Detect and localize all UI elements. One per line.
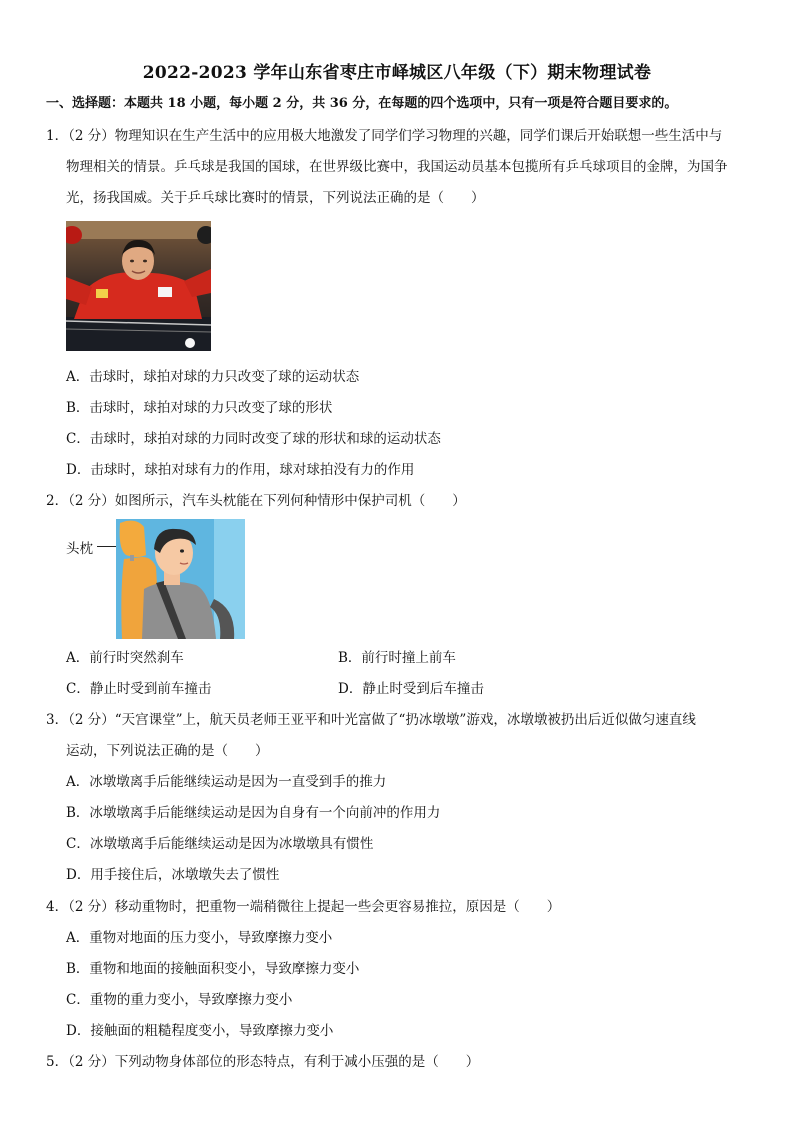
question-3-line-2: 运动，下列说法正确的是（ ） [66, 743, 269, 759]
question-3-option-b: B．冰墩墩离手后能继续运动是因为自身有一个向前冲的作用力 [66, 805, 441, 821]
question-2-option-a: A．前行时突然刹车 [66, 650, 184, 666]
question-4-option-d: D．接触面的粗糙程度变小，导致摩擦力变小 [66, 1023, 334, 1039]
question-2-line-1: 2．（2 分）如图所示，汽车头枕能在下列何种情形中保护司机（ ） [46, 493, 466, 509]
question-2-option-c: C．静止时受到前车撞击 [66, 681, 212, 697]
question-number: 5． [46, 1054, 69, 1070]
question-number: 3． [46, 712, 69, 728]
question-1-option-c: C．击球时，球拍对球的力同时改变了球的形状和球的运动状态 [66, 431, 441, 447]
question-2-option-b: B．前行时撞上前车 [338, 650, 456, 666]
question-1-line-2: 物理相关的情景。乒乓球是我国的国球，在世界级比赛中，我国运动员基本包揽所有乒乓球项目的金牌，为国争 [66, 159, 728, 175]
table-tennis-photo [66, 221, 211, 351]
headrest-label: 头枕 [66, 541, 93, 557]
question-number: 2． [46, 493, 69, 509]
question-2-option-d: D．静止时受到后车撞击 [338, 681, 484, 697]
question-4-option-a: A．重物对地面的压力变小，导致摩擦力变小 [66, 930, 333, 946]
question-number: 4． [46, 899, 69, 915]
driver-seat-image [116, 519, 245, 639]
question-3-line-1: 3．（2 分）“天宫课堂”上，航天员老师王亚平和叶光富做了“扔冰墩墩”游戏，冰墩墩被扔出后近似做匀速直线 [46, 712, 696, 728]
question-1-option-b: B．击球时，球拍对球的力只改变了球的形状 [66, 400, 333, 416]
table-tennis-player-image [66, 221, 211, 351]
question-4-option-b: B．重物和地面的接触面积变小，导致摩擦力变小 [66, 961, 360, 977]
question-1-option-a: A．击球时，球拍对球的力只改变了球的运动状态 [66, 369, 360, 385]
question-3-option-d: D．用手接住后，冰墩墩失去了惯性 [66, 867, 280, 883]
section-heading: 一、选择题：本题共 18 小题，每小题 2 分，共 36 分，在每题的四个选项中，只有一项是符合题目要求的。 [46, 96, 678, 111]
question-3-option-a: A．冰墩墩离手后能继续运动是因为一直受到手的推力 [66, 774, 387, 790]
question-4-line-1: 4．（2 分）移动重物时，把重物一端稍微往上提起一些会更容易推拉，原因是（ ） [46, 899, 561, 915]
question-3-option-c: C．冰墩墩离手后能继续运动是因为冰墩墩具有惯性 [66, 836, 374, 852]
question-5-line-1: 5．（2 分）下列动物身体部位的形态特点，有利于减小压强的是（ ） [46, 1054, 480, 1070]
question-1-line-1: 1．（2 分）物理知识在生产生活中的应用极大地激发了同学们学习物理的兴趣，同学们课后开始联想一些生活中与 [46, 128, 723, 144]
driver-headrest-illustration [116, 519, 245, 639]
question-1-line-3: 光，扬我国威。关于乒乓球比赛时的情景，下列说法正确的是（ ） [66, 190, 485, 206]
question-number: 1． [46, 128, 69, 144]
question-4-option-c: C．重物的重力变小，导致摩擦力变小 [66, 992, 293, 1008]
question-1-option-d: D．击球时，球拍对球有力的作用，球对球拍没有力的作用 [66, 462, 415, 478]
page-title: 2022-2023 学年山东省枣庄市峄城区八年级（下）期末物理试卷 [142, 63, 652, 83]
